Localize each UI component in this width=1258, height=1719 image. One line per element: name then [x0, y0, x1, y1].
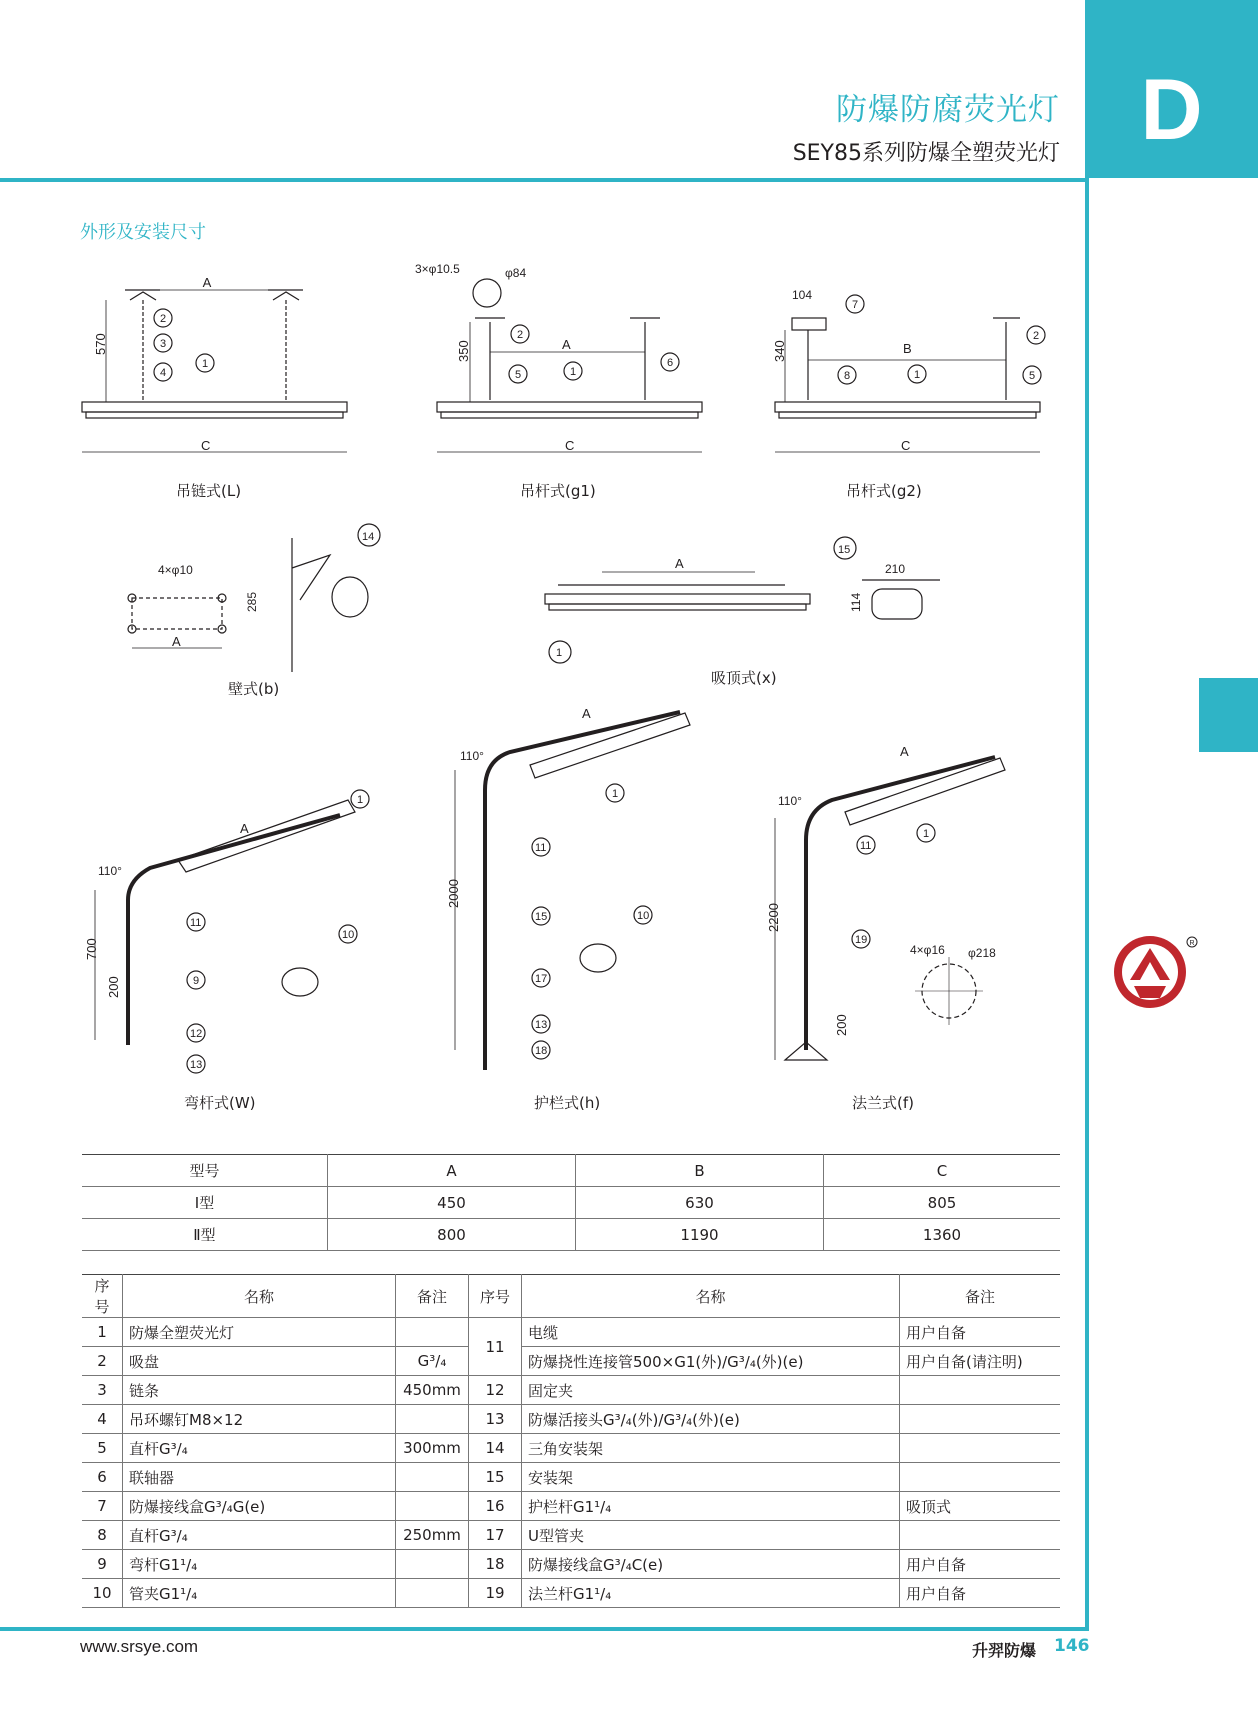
dim-350-label: 350 [456, 340, 471, 362]
cell-b: 1190 [576, 1219, 824, 1251]
table-row [82, 1463, 1060, 1492]
part-note: 450mm [396, 1376, 469, 1405]
part-note [900, 1376, 1061, 1405]
caption-rod-g1: 吊杆式(g1) [520, 482, 596, 500]
part-number: 10 [92, 1584, 112, 1602]
svg-text:1: 1 [914, 369, 921, 381]
header-model: 型号 [189, 1162, 220, 1180]
table-header-row [82, 1275, 1060, 1318]
svg-text:3: 3 [160, 338, 167, 350]
part-note: 用户自备 [900, 1318, 1061, 1347]
section-heading: 外形及安装尺寸 [80, 222, 206, 243]
part-note [900, 1405, 1061, 1434]
part-name: 防爆接线盒G³/₄C(e) [522, 1550, 900, 1579]
svg-text:15: 15 [838, 544, 851, 556]
header-b: B [576, 1155, 824, 1187]
svg-text:19: 19 [855, 934, 868, 946]
svg-text:13: 13 [535, 1019, 548, 1031]
svg-text:11: 11 [535, 842, 547, 854]
svg-text:15: 15 [535, 911, 548, 923]
header-no: 序号 [94, 1277, 110, 1316]
hole-label: 4×φ16 [910, 943, 945, 957]
website-url: www.srsye.com [80, 1637, 199, 1656]
dim-a-label: A [240, 821, 249, 836]
part-note [396, 1550, 469, 1579]
part-note: 300mm [396, 1434, 469, 1463]
cell-c: 805 [824, 1187, 1061, 1219]
hole-label: 4×φ10 [158, 563, 193, 577]
part-number: 16 [469, 1492, 522, 1521]
svg-text:4: 4 [160, 367, 167, 379]
part-note [396, 1318, 469, 1347]
part-note [396, 1492, 469, 1521]
dim-c-label: C [565, 438, 575, 453]
page-number: 146 [1054, 1636, 1090, 1656]
dim-570-label: 570 [93, 333, 108, 355]
part-note: 用户自备(请注明) [900, 1347, 1061, 1376]
dim-a-label: A [202, 275, 212, 290]
dimension-table [82, 1154, 1060, 1251]
dim-a-label: A [562, 337, 571, 352]
dim-104-label: 104 [792, 288, 813, 302]
svg-text:5: 5 [1029, 370, 1036, 382]
part-name: 防爆挠性连接管500×G1(外)/G³/₄(外)(e) [522, 1347, 900, 1376]
dim-2000-label: 2000 [446, 879, 461, 908]
part-name: 防爆全塑荧光灯 [123, 1318, 396, 1347]
header-name: 名称 [522, 1275, 900, 1318]
header-name: 名称 [123, 1275, 396, 1318]
dim-a-label: A [172, 634, 181, 649]
table-row [82, 1376, 1060, 1405]
part-note: 250mm [396, 1521, 469, 1550]
part-note [396, 1405, 469, 1434]
table-row [82, 1219, 1060, 1251]
part-number: 15 [469, 1463, 522, 1492]
svg-text:1: 1 [357, 794, 364, 806]
part-number: 5 [97, 1439, 107, 1457]
hole-label: 3×φ10.5 [415, 262, 460, 276]
svg-text:13: 13 [190, 1059, 203, 1071]
cell-a: 450 [328, 1187, 576, 1219]
part-number: 4 [97, 1410, 107, 1428]
dim-a-label: A [582, 706, 591, 721]
part-note [396, 1579, 469, 1608]
caption-wall-type: 壁式(b) [228, 680, 280, 698]
part-name: U型管夹 [522, 1521, 900, 1550]
table-row [82, 1434, 1060, 1463]
part-number: 14 [469, 1434, 522, 1463]
angle-label: 110° [98, 864, 122, 878]
dim-b-label: B [903, 341, 912, 356]
svg-text:1: 1 [923, 828, 930, 840]
part-note: 用户自备 [900, 1550, 1061, 1579]
cell-model: Ⅱ型 [193, 1226, 216, 1244]
table-row [82, 1579, 1060, 1608]
drawing-flange-type [766, 744, 1005, 1060]
header-divider [0, 178, 1088, 182]
part-name: 安装架 [522, 1463, 900, 1492]
dim-2200-label: 2200 [766, 903, 781, 932]
table-row [82, 1318, 1060, 1347]
parts-table [82, 1274, 1060, 1608]
drawing-rod-g2 [772, 288, 1045, 453]
part-number: 8 [97, 1526, 107, 1544]
part-note [900, 1521, 1061, 1550]
dim-114-label: 114 [849, 592, 863, 612]
svg-text:6: 6 [667, 357, 674, 369]
dim-210-label: 210 [885, 562, 906, 576]
dim-c-label: C [201, 438, 211, 453]
svg-text:1: 1 [570, 366, 577, 378]
part-number: 3 [97, 1381, 107, 1399]
caption-bend-type: 弯杆式(W) [184, 1094, 256, 1112]
part-note [900, 1434, 1061, 1463]
svg-text:2: 2 [517, 329, 524, 341]
table-row [82, 1492, 1060, 1521]
svg-text:9: 9 [193, 975, 200, 987]
table-row [82, 1405, 1060, 1434]
dim-700-label: 700 [84, 938, 99, 960]
drawing-wall-type [128, 524, 380, 672]
part-name: 吸盘 [123, 1347, 396, 1376]
part-name: 防爆接线盒G³/₄G(e) [123, 1492, 396, 1521]
svg-text:12: 12 [190, 1028, 203, 1040]
header-note: 备注 [396, 1275, 469, 1318]
svg-text:1: 1 [202, 358, 209, 370]
svg-text:18: 18 [535, 1045, 548, 1057]
caption-ceiling-type: 吸顶式(x) [711, 669, 777, 687]
svg-text:5: 5 [515, 369, 522, 381]
part-note: G³/₄ [396, 1347, 469, 1376]
part-name: 直杆G³/₄ [123, 1521, 396, 1550]
drawing-bend-type [84, 790, 369, 1073]
angle-label: 110° [778, 794, 802, 808]
dim-200-label: 200 [106, 976, 121, 998]
svg-text:10: 10 [637, 910, 650, 922]
header-no: 序号 [469, 1275, 522, 1318]
section-letter: D [1140, 62, 1203, 158]
part-number: 6 [97, 1468, 107, 1486]
diameter-label: φ84 [505, 266, 527, 280]
part-name: 弯杆G1¹/₄ [123, 1550, 396, 1579]
part-note: 用户自备 [900, 1579, 1061, 1608]
part-name: 链条 [123, 1376, 396, 1405]
cell-c: 1360 [824, 1219, 1061, 1251]
dim-285-label: 285 [245, 591, 259, 612]
svg-text:17: 17 [535, 973, 548, 985]
dim-a-label: A [900, 744, 909, 759]
table-row [82, 1347, 1060, 1376]
svg-text:1: 1 [556, 647, 563, 659]
company-logo [1112, 932, 1200, 1022]
page-subtitle: SEY85系列防爆全塑荧光灯 [792, 141, 1060, 166]
part-name: 联轴器 [123, 1463, 396, 1492]
svg-text:7: 7 [852, 299, 859, 311]
brand-name: 升羿防爆 [972, 1641, 1037, 1660]
side-index-tab [1199, 678, 1258, 752]
part-number: 18 [469, 1550, 522, 1579]
installation-drawings [0, 240, 1080, 1110]
svg-text:11: 11 [190, 917, 202, 929]
part-name: 电缆 [522, 1318, 900, 1347]
dim-200-label: 200 [834, 1014, 849, 1036]
table-row [82, 1521, 1060, 1550]
page-title: 防爆防腐荧光灯 [836, 92, 1060, 128]
header-note: 备注 [900, 1275, 1061, 1318]
part-number: 2 [97, 1352, 107, 1370]
part-name: 吊环螺钉M8×12 [123, 1405, 396, 1434]
svg-text:R: R [1189, 940, 1195, 947]
svg-text:14: 14 [362, 531, 375, 543]
drawing-ceiling-type [545, 537, 940, 663]
svg-text:2: 2 [160, 313, 167, 325]
part-number: 17 [469, 1521, 522, 1550]
drawing-chain-type [82, 275, 347, 453]
part-number: 9 [97, 1555, 107, 1573]
cell-b: 630 [576, 1187, 824, 1219]
drawing-rod-g1 [415, 262, 702, 453]
part-name: 防爆活接头G³/₄(外)/G³/₄(外)(e) [522, 1405, 900, 1434]
table-header-row [82, 1155, 1060, 1187]
part-number: 19 [469, 1579, 522, 1608]
dim-340-label: 340 [772, 340, 787, 362]
caption-flange-type: 法兰式(f) [852, 1094, 914, 1112]
svg-text:8: 8 [844, 370, 851, 382]
part-number: 13 [469, 1405, 522, 1434]
svg-text:11: 11 [860, 840, 872, 852]
part-name: 法兰杆G1¹/₄ [522, 1579, 900, 1608]
caption-guard-type: 护栏式(h) [534, 1094, 601, 1112]
cell-model: Ⅰ型 [194, 1194, 215, 1212]
part-note: 吸顶式 [900, 1492, 1061, 1521]
dim-a-label: A [675, 556, 684, 571]
svg-text:2: 2 [1033, 330, 1040, 342]
footer-divider [0, 1627, 1089, 1631]
part-name: 三角安装架 [522, 1434, 900, 1463]
svg-text:1: 1 [612, 788, 619, 800]
dim-c-label: C [901, 438, 911, 453]
drawing-guard-type [446, 706, 690, 1070]
table-row [82, 1550, 1060, 1579]
part-number: 1 [97, 1323, 107, 1341]
diameter-label: φ218 [968, 946, 996, 960]
header-c: C [824, 1155, 1061, 1187]
part-name: 护栏杆G1¹/₄ [522, 1492, 900, 1521]
page-right-border [1085, 178, 1089, 1630]
caption-rod-g2: 吊杆式(g2) [846, 482, 922, 500]
table-row [82, 1187, 1060, 1219]
part-number: 7 [97, 1497, 107, 1515]
part-note [900, 1463, 1061, 1492]
header-a: A [328, 1155, 576, 1187]
svg-text:10: 10 [342, 929, 355, 941]
part-name: 直杆G³/₄ [123, 1434, 396, 1463]
cell-a: 800 [328, 1219, 576, 1251]
part-note [396, 1463, 469, 1492]
part-number: 12 [469, 1376, 522, 1405]
part-name: 管夹G1¹/₄ [123, 1579, 396, 1608]
angle-label: 110° [460, 749, 484, 763]
part-number: 11 [469, 1318, 522, 1376]
part-name: 固定夹 [522, 1376, 900, 1405]
caption-chain-type: 吊链式(L) [176, 482, 242, 500]
